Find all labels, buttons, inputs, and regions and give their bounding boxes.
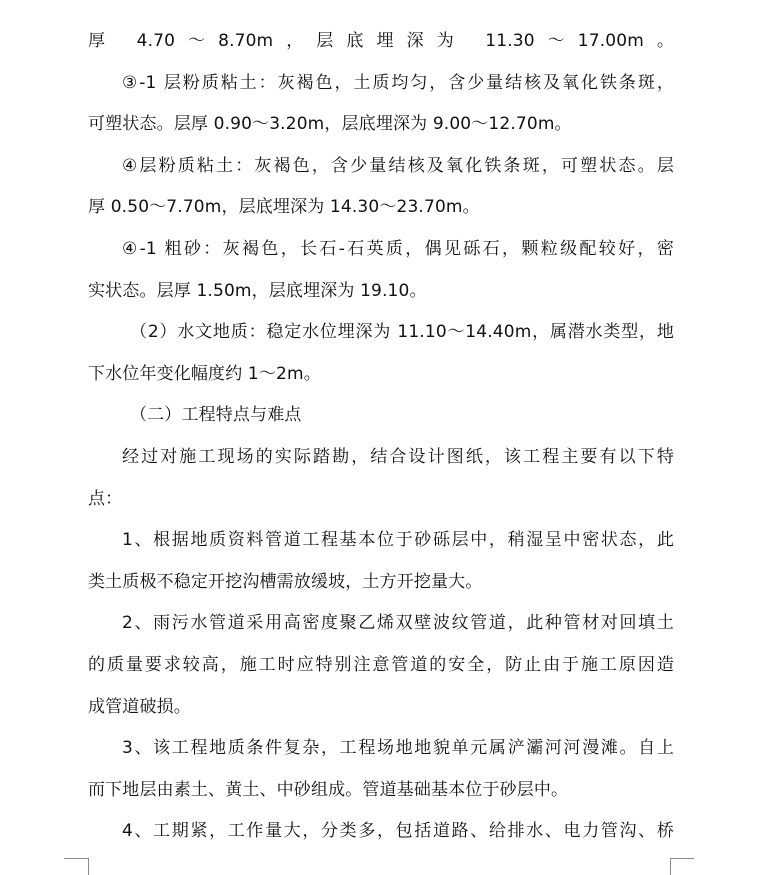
text-line: 厚 0.50～7.70m，层底埋深为 14.30～23.70m。	[88, 197, 480, 218]
text-line: 4、工期紧，工作量大，分类多，包括道路、给排水、电力管沟、桥	[122, 821, 674, 842]
text-line: 的质量要求较高，施工时应特别注意管道的安全，防止由于施工原因造	[88, 654, 674, 675]
crop-mark-bottom-right-vertical	[670, 858, 671, 875]
crop-mark-bottom-left-vertical	[88, 858, 89, 875]
text-line: 类土质极不稳定开挖沟槽需放缓坡，土方开挖量大。	[88, 571, 483, 592]
text-line: 3、该工程地质条件复杂，工程场地地貌单元属浐灞河河漫滩。自上	[122, 738, 674, 759]
text-line: 下水位年变化幅度约 1～2m。	[88, 363, 321, 384]
text-line: 可塑状态。层厚 0.90～3.20m，层底埋深为 9.00～12.70m。	[88, 114, 572, 135]
section-heading: （二）工程特点与难点	[130, 405, 302, 426]
text-line: 而下地层由素土、黄土、中砂组成。管道基础基本位于砂层中。	[88, 779, 569, 800]
text-line: 厚 4.70～8.70m，层底埋深为 11.30～17.00m。	[88, 31, 674, 51]
document-body	[88, 21, 674, 853]
text-line: 经过对施工现场的实际踏勘，结合设计图纸，该工程主要有以下特	[122, 446, 674, 467]
text-line: 1、根据地质资料管道工程基本位于砂砾层中，稍湿呈中密状态，此	[122, 530, 674, 551]
text-line: 点：	[88, 488, 123, 509]
text-line: ④-1 粗砂：灰褐色，长石-石英质，偶见砾石，颗粒级配较好，密	[122, 238, 674, 259]
text-line: （2）水文地质：稳定水位埋深为 11.10～14.40m，属潜水类型，地	[130, 322, 674, 343]
text-line: ③-1 层粉质粘土：灰褐色，土质均匀，含少量结核及氧化铁条斑，	[122, 72, 674, 93]
text-line: 2、雨污水管道采用高密度聚乙烯双壁波纹管道，此种管材对回填土	[122, 613, 674, 634]
text-line: ④层粉质粘土：灰褐色，含少量结核及氧化铁条斑，可塑状态。层	[122, 155, 674, 176]
crop-mark-bottom-left-horizontal	[64, 858, 88, 859]
crop-mark-bottom-right-horizontal	[670, 858, 694, 859]
text-line: 实状态。层厚 1.50m，层底埋深为 19.10。	[88, 280, 427, 301]
text-line: 成管道破损。	[88, 696, 191, 717]
